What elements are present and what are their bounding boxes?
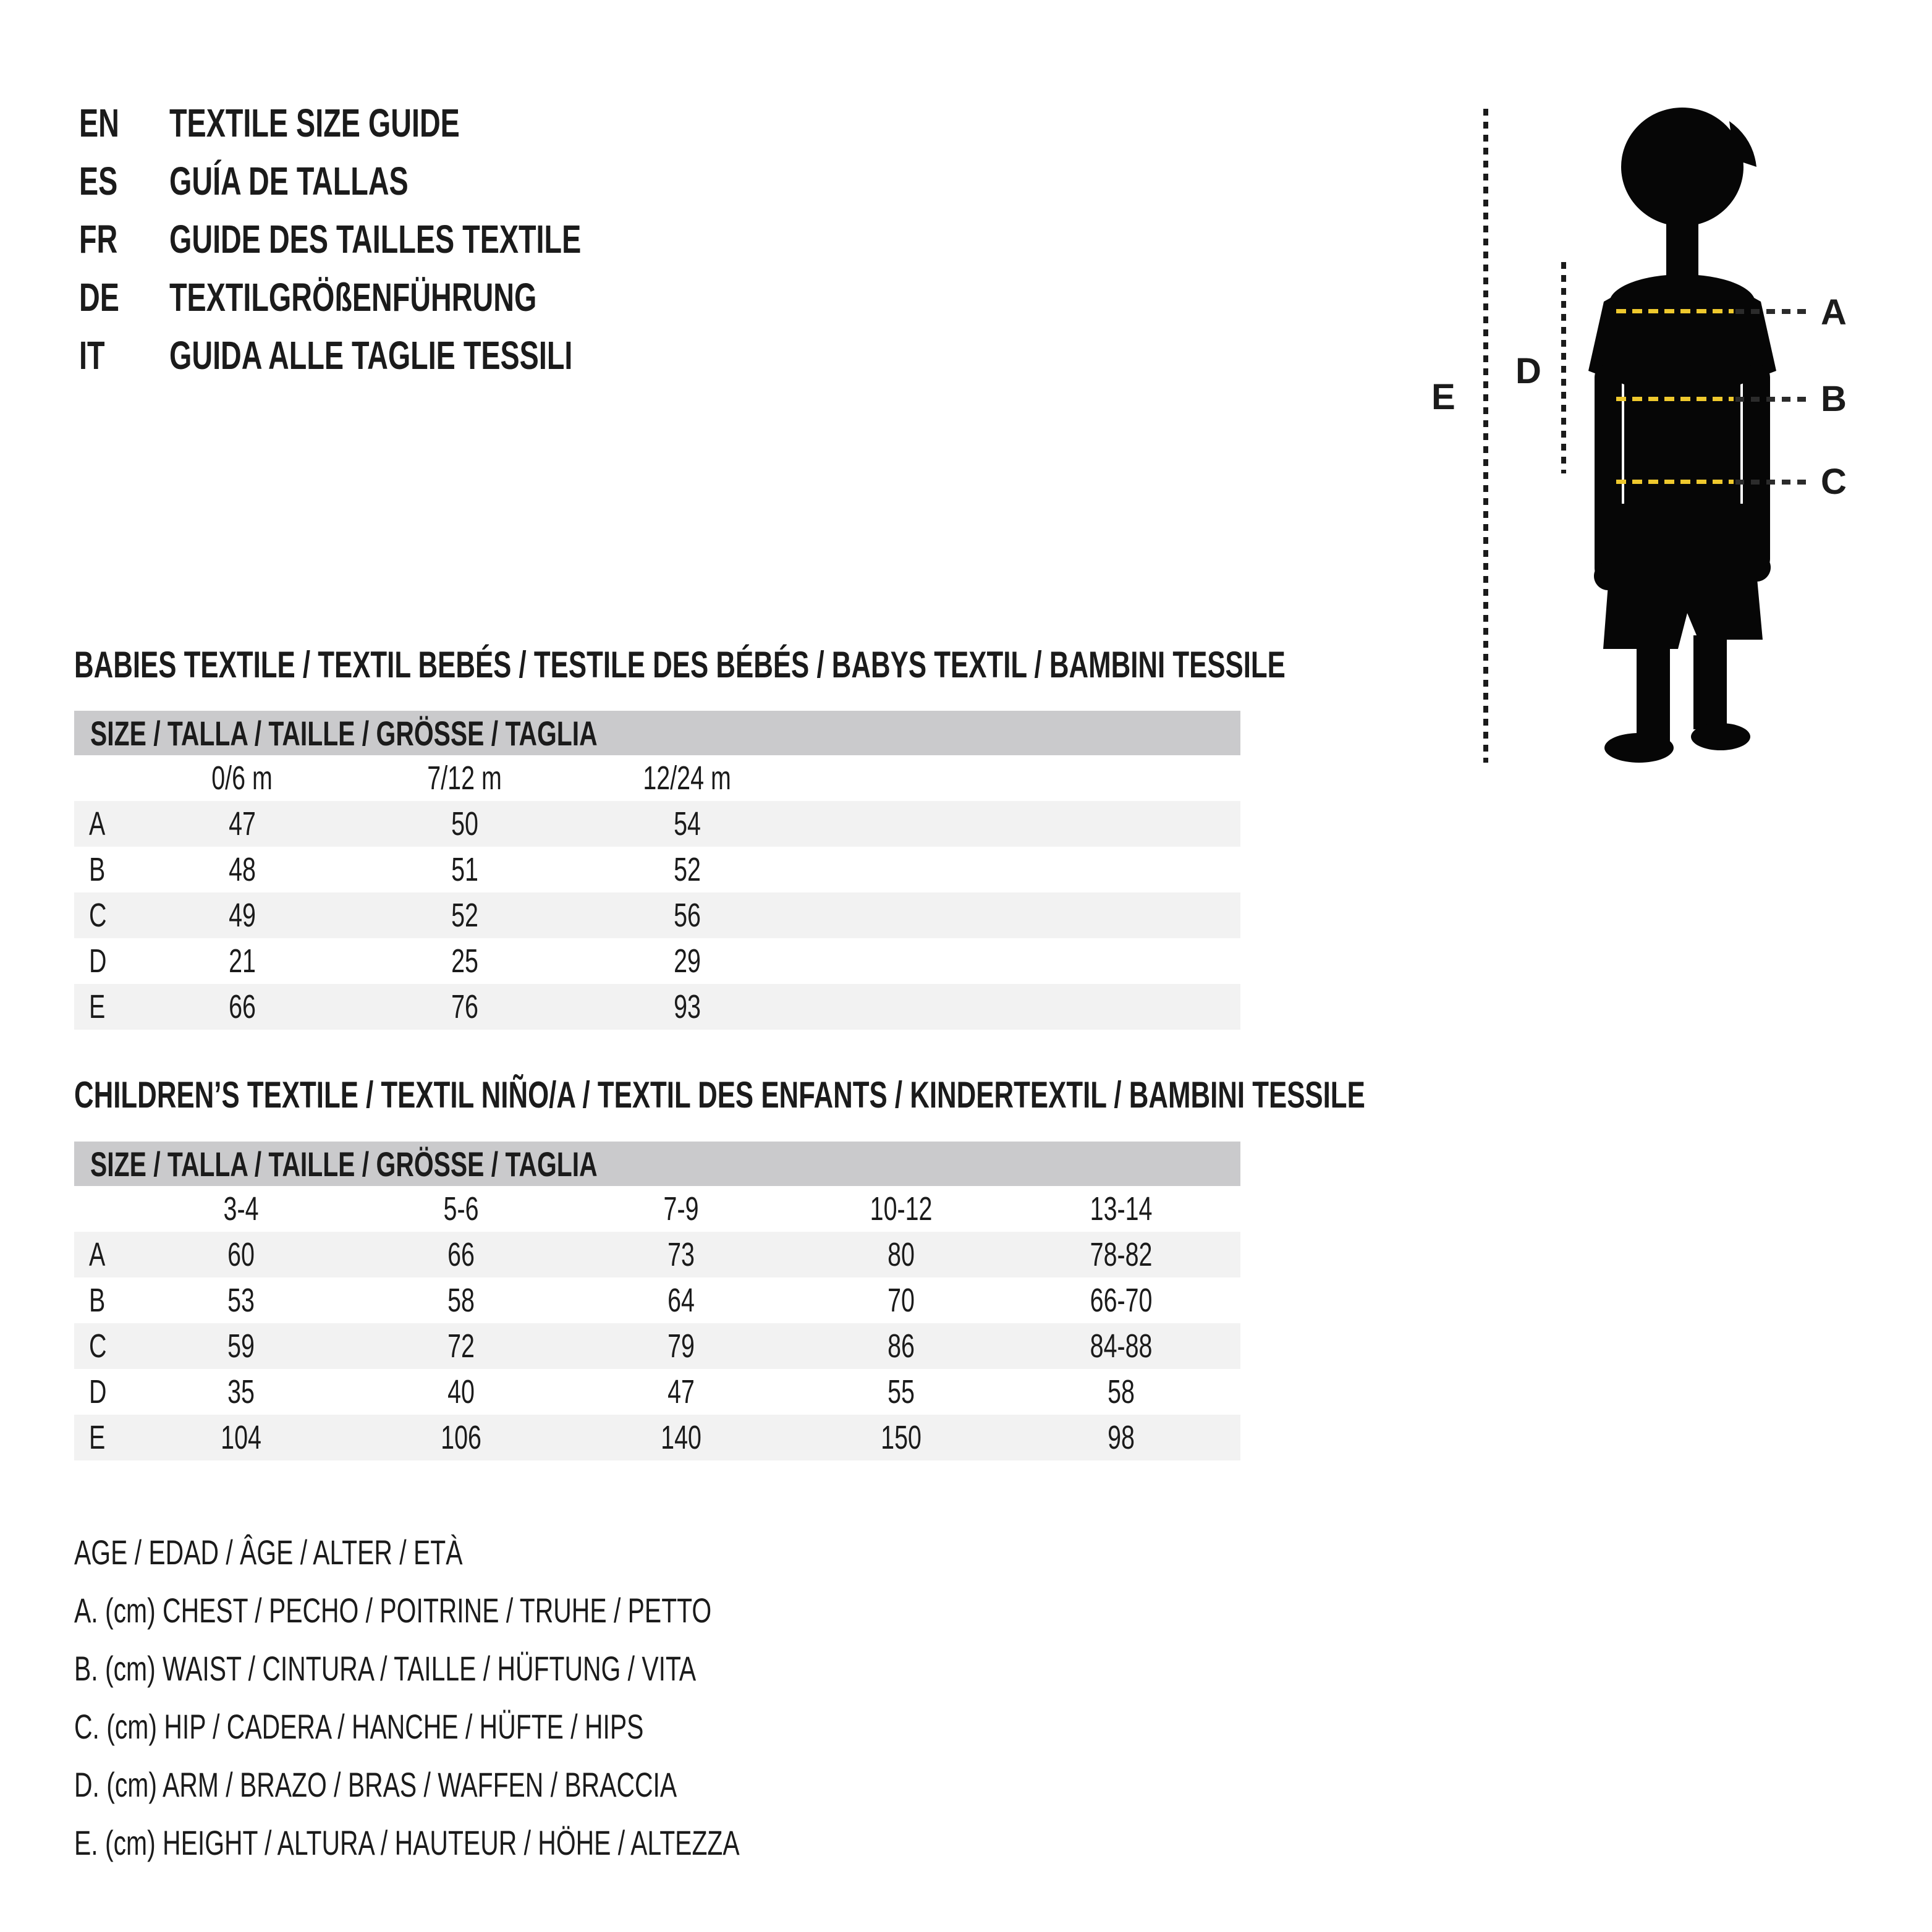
- table-cell: 51: [451, 851, 478, 888]
- row-label: E: [89, 988, 106, 1025]
- table-cell: 98: [1108, 1419, 1135, 1456]
- table-cell: 58: [447, 1282, 475, 1319]
- lang-row-de: [79, 268, 734, 326]
- table-cell: 55: [888, 1373, 915, 1410]
- table-row: [74, 892, 1240, 938]
- table-cell: 106: [441, 1419, 481, 1456]
- row-label: B: [89, 851, 106, 888]
- column-header: 10-12: [870, 1190, 933, 1227]
- table-cell: 104: [221, 1419, 261, 1456]
- table-cell: 21: [229, 943, 256, 980]
- lang-row-fr: [79, 210, 734, 268]
- table-cell: 25: [451, 943, 478, 980]
- table-cell: 78-82: [1090, 1236, 1153, 1273]
- table-cell: 80: [888, 1236, 915, 1273]
- arm-measure-dotted-line: [1561, 262, 1566, 473]
- table-cell: 50: [451, 805, 478, 842]
- table-cell: 29: [674, 943, 701, 980]
- guide-title: TEXTILGRÖßENFÜHRUNG: [169, 275, 537, 320]
- waist-measure-label: B: [1821, 379, 1847, 419]
- babies-size-header-bar: SIZE / TALLA / TAILLE / GRÖSSE / TAGLIA: [74, 711, 1240, 755]
- children-size-header-bar: SIZE / TALLA / TAILLE / GRÖSSE / TAGLIA: [74, 1142, 1240, 1186]
- table-cell: 60: [227, 1236, 255, 1273]
- table-row: [74, 801, 1240, 847]
- table-cell: 40: [447, 1373, 475, 1410]
- table-cell: 72: [447, 1328, 475, 1365]
- table-cell: 66-70: [1090, 1282, 1153, 1319]
- column-header: 5-6: [443, 1190, 479, 1227]
- children-section-title: CHILDREN’S TEXTILE / TEXTIL NIÑO/A / TEXTIL DES ENFANTS / KINDERTEXTIL / BAMBINI TESSILE: [74, 1074, 1365, 1116]
- children-column-header-row: [74, 1186, 1240, 1232]
- chest-leader-line: [1735, 309, 1810, 314]
- legend-height: E. (cm) HEIGHT / ALTURA / HAUTEUR / HÖHE / ALTEZZA: [74, 1823, 740, 1862]
- table-cell: 140: [661, 1419, 701, 1456]
- row-label: A: [89, 1236, 106, 1273]
- table-row: [74, 1232, 1240, 1277]
- waist-leader-line: [1735, 397, 1810, 402]
- table-cell: 79: [667, 1328, 695, 1365]
- table-row: [74, 938, 1240, 984]
- table-row: [74, 847, 1240, 892]
- table-cell: 54: [674, 805, 701, 842]
- lang-code: ES: [79, 159, 118, 203]
- lang-code: DE: [79, 275, 119, 320]
- table-cell: 35: [227, 1373, 255, 1410]
- column-header: 3-4: [223, 1190, 259, 1227]
- babies-section-title: BABIES TEXTILE / TEXTIL BEBÉS / TESTILE DES BÉBÉS / BABYS TEXTIL / BAMBINI TESSILE: [74, 644, 1286, 685]
- guide-title: GUÍA DE TALLAS: [169, 159, 409, 203]
- table-cell: 76: [451, 988, 478, 1025]
- table-cell: 56: [674, 897, 701, 934]
- table-cell: 150: [881, 1419, 922, 1456]
- table-cell: 59: [227, 1328, 255, 1365]
- hip-leader-line: [1735, 480, 1810, 485]
- chest-measure-label: A: [1821, 292, 1847, 333]
- table-cell: 58: [1108, 1373, 1135, 1410]
- table-cell: 86: [888, 1328, 915, 1365]
- table-cell: 64: [667, 1282, 695, 1319]
- chest-tape-line: [1616, 309, 1734, 313]
- guide-title: GUIDA ALLE TAGLIE TESSILI: [169, 333, 573, 378]
- legend-age: AGE / EDAD / ÂGE / ALTER / ETÀ: [74, 1532, 463, 1572]
- table-cell: 70: [888, 1282, 915, 1319]
- table-cell: 84-88: [1090, 1328, 1153, 1365]
- row-label: E: [89, 1419, 106, 1456]
- legend-hip: C. (cm) HIP / CADERA / HANCHE / HÜFTE / HIPS: [74, 1706, 644, 1746]
- hip-tape-line: [1616, 480, 1734, 484]
- guide-title: TEXTILE SIZE GUIDE: [169, 101, 460, 145]
- column-header: 12/24 m: [643, 760, 732, 797]
- legend-waist: B. (cm) WAIST / CINTURA / TAILLE / HÜFTUNG / VITA: [74, 1648, 697, 1688]
- row-label: C: [89, 1328, 107, 1365]
- measurement-legend: [74, 1523, 986, 1871]
- waist-tape-line: [1616, 397, 1734, 401]
- language-title-list: [79, 94, 734, 384]
- table-row: [74, 1323, 1240, 1369]
- column-header: 7-9: [663, 1190, 699, 1227]
- table-cell: 47: [667, 1373, 695, 1410]
- lang-row-es: [79, 152, 734, 210]
- table-cell: 66: [447, 1236, 475, 1273]
- lang-code: FR: [79, 217, 118, 261]
- lang-row-en: [79, 94, 734, 152]
- table-cell: 48: [229, 851, 256, 888]
- legend-chest: A. (cm) CHEST / PECHO / POITRINE / TRUHE / PETTO: [74, 1590, 712, 1630]
- legend-arm: D. (cm) ARM / BRAZO / BRAS / WAFFEN / BRACCIA: [74, 1765, 677, 1804]
- babies-column-header-row: [74, 755, 1240, 801]
- lang-code: EN: [79, 101, 119, 145]
- row-label: A: [89, 805, 106, 842]
- table-row: [74, 1415, 1240, 1460]
- column-header: 0/6 m: [211, 760, 273, 797]
- guide-title: GUIDE DES TAILLES TEXTILE: [169, 217, 582, 261]
- row-label: D: [89, 943, 107, 980]
- column-header: 13-14: [1090, 1190, 1153, 1227]
- table-row: [74, 1277, 1240, 1323]
- row-label: C: [89, 897, 107, 934]
- table-cell: 49: [229, 897, 256, 934]
- row-label: B: [89, 1282, 106, 1319]
- table-row: [74, 1369, 1240, 1415]
- hip-measure-label: C: [1821, 462, 1847, 502]
- table-cell: 73: [667, 1236, 695, 1273]
- lang-row-it: [79, 326, 734, 384]
- height-measure-label: E: [1431, 377, 1455, 417]
- table-cell: 52: [451, 897, 478, 934]
- lang-code: IT: [79, 333, 105, 378]
- table-cell: 47: [229, 805, 256, 842]
- table-cell: 53: [227, 1282, 255, 1319]
- table-cell: 93: [674, 988, 701, 1025]
- arm-measure-label: D: [1515, 351, 1541, 391]
- table-row: [74, 984, 1240, 1030]
- row-label: D: [89, 1373, 107, 1410]
- table-cell: 52: [674, 851, 701, 888]
- table-cell: 66: [229, 988, 256, 1025]
- column-header: 7/12 m: [427, 760, 502, 797]
